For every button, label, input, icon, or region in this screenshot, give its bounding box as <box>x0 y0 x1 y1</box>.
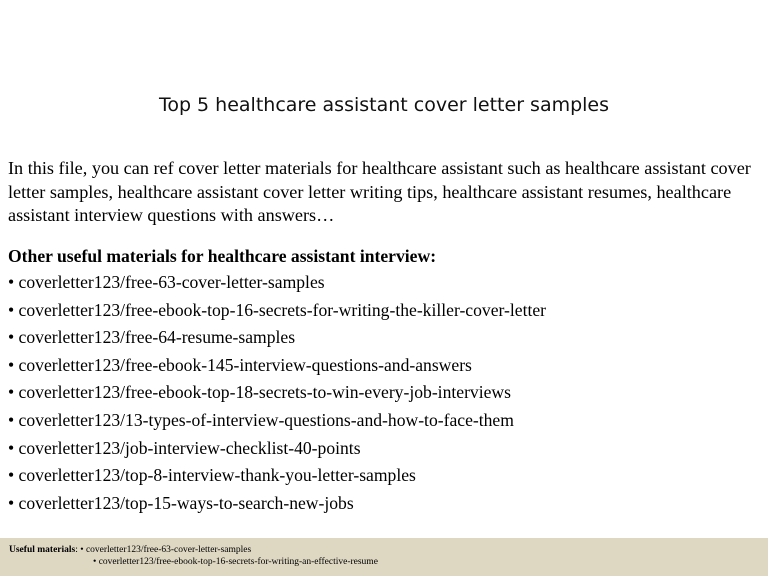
slide-title: Top 5 healthcare assistant cover letter samples <box>158 94 610 116</box>
materials-list-item[interactable]: • coverletter123/top-15-ways-to-search-new-jobs <box>8 492 354 513</box>
intro-paragraph: In this file, you can ref cover letter materials for healthcare assistant such as healthcare assistant cover letter samples, healthcare assistant cover letter writing tips, healthcare assistant resumes, healthcare assistant interview questions with answers… <box>8 158 751 225</box>
materials-list-item[interactable]: • coverletter123/free-ebook-145-interview-questions-and-answers <box>8 354 472 375</box>
footer-label: Useful materials <box>9 545 76 555</box>
materials-list <box>8 269 764 517</box>
materials-list-item[interactable]: • coverletter123/job-interview-checklist-40-points <box>8 437 361 458</box>
materials-list-item[interactable]: • coverletter123/13-types-of-interview-questions-and-how-to-face-them <box>8 409 514 430</box>
footer-content <box>9 544 378 568</box>
footer-link[interactable]: • coverletter123/free-63-cover-letter-samples <box>80 545 252 555</box>
materials-heading: Other useful materials for healthcare assistant interview: <box>8 246 437 266</box>
useful-materials-section <box>8 243 764 517</box>
materials-list-item[interactable]: • coverletter123/free-63-cover-letter-samples <box>8 272 325 292</box>
materials-list-item[interactable]: • coverletter123/free-ebook-top-18-secrets-to-win-every-job-interviews <box>8 382 511 403</box>
footer-separator: : <box>75 545 81 555</box>
footer-line-2 <box>9 556 378 568</box>
footer-link[interactable]: • coverletter123/free-ebook-top-16-secrets-for-writing-an-effective-resume <box>93 557 378 567</box>
materials-list-item[interactable]: • coverletter123/top-8-interview-thank-you-letter-samples <box>8 465 416 486</box>
materials-list-item[interactable]: • coverletter123/free-ebook-top-16-secrets-for-writing-the-killer-cover-letter <box>8 299 547 320</box>
materials-list-item[interactable]: • coverletter123/free-64-resume-samples <box>8 327 296 348</box>
footer-line-1 <box>9 544 378 556</box>
footer-bar <box>0 538 768 576</box>
